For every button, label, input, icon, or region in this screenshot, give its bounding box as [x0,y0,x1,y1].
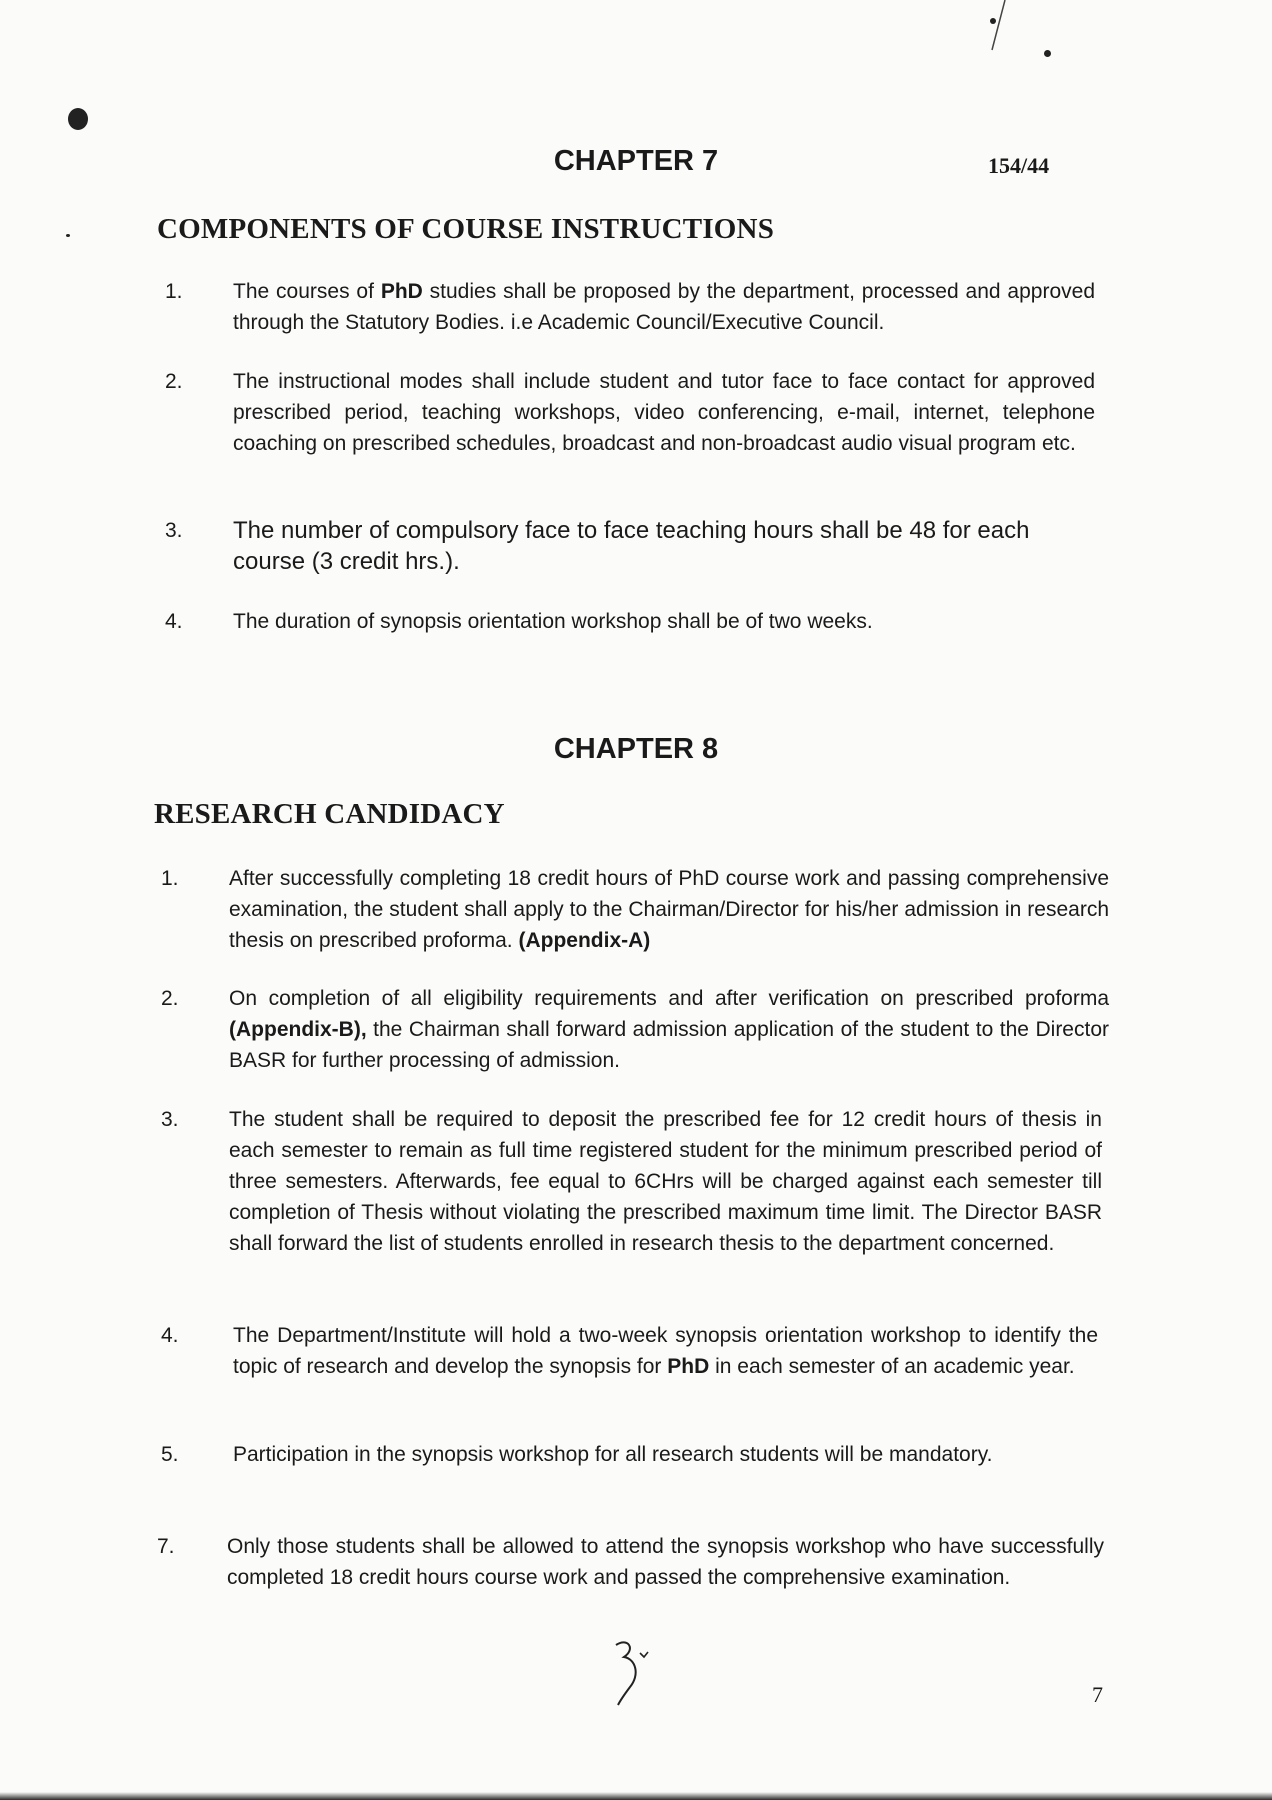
chapter7-item [165,606,1097,640]
item-number: 3. [165,519,183,542]
item-text: The Department/Institute will hold a two-week synopsis orientation workshop to identify the topic of research and develop the synopsis for PhD in each semester of an academic year. [233,1324,1098,1378]
chapter8-item [161,983,1111,1083]
chapter8-item [161,863,1111,963]
item-number: 4. [165,610,183,633]
item-text: The instructional modes shall include student and tutor face to face contact for approved prescribed period, teaching workshops, video conferencing, e-mail, internet, telephone coaching on prescribed schedules, broadcast and non-broadcast audio visual program etc. [233,370,1095,455]
chapter8-item [157,1531,1111,1631]
handwritten-initial [600,1635,660,1715]
chapter-8-heading: CHAPTER 8 [553,733,719,765]
item-text: On completion of all eligibility requirements and after verification on prescribed proforma (Appendix-B), the Chairman shall forward admission application of the student to the Director BASR for further processing of admission. [229,987,1109,1072]
scan-speck [1044,50,1051,57]
components-section-title: COMPONENTS OF COURSE INSTRUCTIONS [157,213,775,245]
item-number: 2. [161,987,179,1010]
scan-bottom-edge [0,1792,1272,1800]
item-text: The courses of PhD studies shall be proposed by the department, processed and approved through the Statutory Bodies. i.e Academic Council/Executive Council. [233,280,1095,334]
item-text: After successfully completing 18 credit hours of PhD course work and passing comprehensive examination, the student shall apply to the Chairman/Director for his/her admission in research thesis on prescribed proforma. (Appendix-A) [229,867,1109,952]
item-text: The student shall be required to deposit the prescribed fee for 12 credit hours of thesis in each semester to remain as full time registered student for the minimum prescribed period of three semesters. Afterwards, fee equal to 6CHrs will be charged against each semester till completion of Thesis without violating the prescribed maximum time limit. The Director BASR shall forward the list of students enrolled in research thesis to the department concerned. [229,1108,1102,1255]
chapter7-item [165,515,1097,585]
chapter8-item [161,1104,1111,1304]
item-text: Only those students shall be allowed to attend the synopsis workshop who have successfully completed 18 credit hours course work and passed the comprehensive examination. [227,1535,1104,1589]
reference-number: 154/44 [988,153,1050,178]
chapter-7-heading: CHAPTER 7 [553,145,719,177]
chapter8-item [161,1320,1111,1420]
chapter8-item [161,1439,1111,1509]
pen-mark [980,0,1010,60]
item-number: 2. [165,370,183,393]
page-number: 7 [1092,1682,1103,1707]
item-number: 1. [165,280,183,303]
item-number: 3. [161,1108,179,1131]
item-number: 7. [157,1535,175,1558]
item-number: 5. [161,1443,179,1466]
item-number: 4. [161,1324,179,1347]
chapter7-item [165,366,1097,496]
chapter7-item [165,276,1097,346]
scan-speck [68,108,88,130]
item-number: 1. [161,867,179,890]
research-candidacy-title: RESEARCH CANDIDACY [154,798,505,830]
item-text: The duration of synopsis orientation workshop shall be of two weeks. [233,610,873,633]
scan-speck [66,234,70,237]
item-text: The number of compulsory face to face teaching hours shall be 48 for each course (3 credit hrs.). [233,517,1030,575]
item-text: Participation in the synopsis workshop for all research students will be mandatory. [233,1443,993,1466]
